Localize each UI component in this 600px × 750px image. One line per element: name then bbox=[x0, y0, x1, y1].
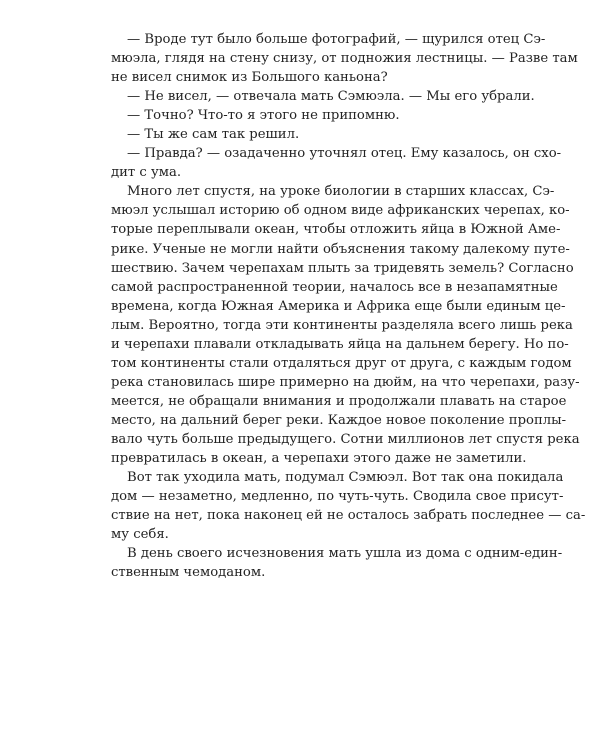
text-line: В день своего исчезновения мать ушла из дома с одним-един- bbox=[127, 546, 563, 562]
text-line: ственным чемоданом. bbox=[111, 565, 266, 581]
text-line: не висел снимок из Большого каньона? bbox=[111, 70, 388, 86]
text-line: река становилась шире примерно на дюйм, на что черепахи, разу- bbox=[111, 374, 580, 390]
text-line: меется, не обращали внимания и продолжали плавать на старое bbox=[111, 393, 567, 409]
text-line: рике. Ученые не могли найти объяснения такому далекому путе- bbox=[111, 241, 570, 257]
text-line: — Ты же сам так решил. bbox=[127, 127, 300, 143]
text-line: времена, когда Южная Америка и Африка еще были единым це- bbox=[111, 298, 566, 314]
text-line: мюэла, глядя на стену снизу, от подножия лестницы. — Разве там bbox=[111, 51, 578, 67]
text-line: Вот так уходила мать, подумал Сэмюэл. Вот так она покидала bbox=[127, 470, 564, 486]
text-line: шествию. Зачем черепахам плыть за тридевять земель? Согласно bbox=[111, 260, 574, 276]
text-line: самой распространенной теории, началось все в незапамятные bbox=[111, 279, 558, 295]
text-line: мюэл услышал историю об одном виде африканских черепах, ко- bbox=[111, 203, 570, 219]
text-line: — Не висел, — отвечала мать Сэмюэла. — Мы его убрали. bbox=[127, 89, 535, 105]
text-line: лым. Вероятно, тогда эти континенты разделяла всего лишь река bbox=[111, 317, 573, 333]
text-line: дит с ума. bbox=[111, 165, 182, 181]
text-line: — Правда? — озадаченно уточнял отец. Ему казалось, он схо- bbox=[127, 146, 562, 162]
text-line: вало чуть больше предыдущего. Сотни миллионов лет спустя река bbox=[111, 431, 580, 447]
text-line: му себя. bbox=[111, 527, 169, 543]
page-text bbox=[111, 30, 586, 582]
text-line: и черепахи плавали откладывать яйца на дальнем берегу. Но по- bbox=[111, 336, 569, 352]
text-line: превратилась в океан, а черепахи этого даже не заметили. bbox=[111, 451, 527, 467]
text-line: Много лет спустя, на уроке биологии в старших классах, Сэ- bbox=[127, 184, 555, 200]
text-line: ствие на нет, пока наконец ей не осталось забрать последнее — са- bbox=[111, 508, 586, 524]
text-line: дом — незаметно, медленно, по чуть-чуть. Сводила свое присут- bbox=[111, 489, 564, 505]
text-line: торые переплывали океан, чтобы отложить яйца в Южной Аме- bbox=[111, 222, 561, 238]
text-line: — Точно? Что-то я этого не припомню. bbox=[127, 108, 400, 124]
text-line: — Вроде тут было больше фотографий, — щурился отец Сэ- bbox=[127, 32, 546, 47]
text-line: место, на дальний берег реки. Каждое новое поколение проплы- bbox=[111, 412, 567, 428]
text-line: том континенты стали отдаляться друг от друга, с каждым годом bbox=[111, 355, 572, 371]
